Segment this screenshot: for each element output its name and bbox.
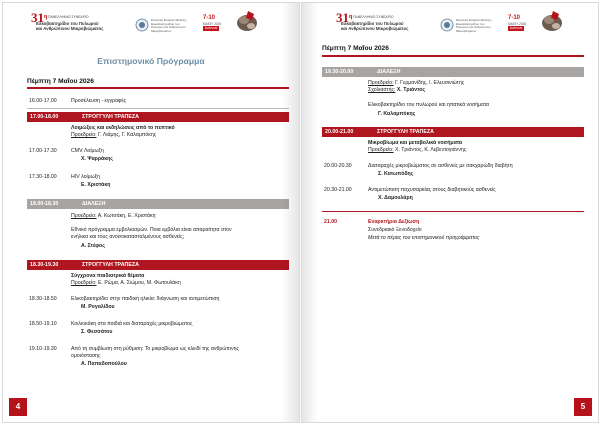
date-badge: 7-10 ΜΑΪΟΥ 2026 Ιωάννινα	[203, 15, 222, 30]
congress-logo-subtitle: ΠΑΝΕΛΛΗΝΙΟ ΣΥΝΕΔΡΙΟ	[353, 15, 394, 19]
row-topic: CMV Λοίμωξη	[71, 148, 104, 154]
session-bar-round-table: 20.00-21.00 ΣΤΡΟΓΓΥΛΗ ΤΡΑΠΕΖΑ	[322, 127, 584, 137]
row-divider	[27, 108, 289, 109]
row-time: 20.00-20.30	[324, 163, 352, 169]
page-header	[302, 7, 598, 37]
congress-title-line1: Ελκοβακτηρίδιο του Πυλωρού	[36, 21, 99, 26]
congress-hero-image	[235, 9, 259, 33]
row-topic-cont: ενήλικα και τους ανοσοκατασταλμένους ασθενείς;	[71, 234, 185, 240]
section-title: Επιστημονικό Πρόγραμμα	[97, 56, 205, 66]
row-speaker: Σ. Κατωπόδης	[378, 171, 414, 177]
session-title: Σύγχρονα παιδιατρικά θέματα	[71, 273, 145, 279]
session-chairs: Προεδρείο: Γ. Λιάμης, Γ. Καλαμπόκης	[71, 132, 157, 138]
congress-logo-subtitle: ΠΑΝΕΛΛΗΝΙΟ ΣΥΝΕΔΡΙΟ	[48, 15, 89, 19]
congress-title-line2: και Ανθρώπινου Μικροβιώματος	[341, 26, 409, 31]
page-number: 5	[574, 398, 592, 416]
row-speaker: Χ. Ψαρράκης	[81, 156, 114, 162]
row-topic: Από τη συμβίωση στη ρύθμιση: Το μικροβίωμα ως κλειδί της ανθρώπινης	[71, 346, 239, 352]
row-divider	[322, 211, 584, 212]
row-topic: Διαταραχές μικροβιώματος σε ασθενείς με σακχαρώδη διαβήτη	[368, 163, 513, 169]
session-bar-lecture: 18.00-18.30 ΔΙΑΛΕΞΗ	[27, 199, 289, 209]
row-speaker: Ε. Χριστάκη	[81, 182, 111, 188]
row-topic: HIV λοίμωξη	[71, 174, 100, 180]
day-title: Πέμπτη 7 Μαΐου 2026	[27, 78, 94, 85]
row-time: 19.10-19.30	[29, 346, 57, 352]
session-commentator: Σχολιαστής: Χ. Τριάντος	[368, 87, 426, 93]
page-header	[3, 7, 299, 37]
session-chairs: Προεδρείο: Α. Κωτσάκη, Ε. Χριστάκη	[71, 213, 156, 219]
day-title: Πέμπτη 7 Μαΐου 2026	[322, 45, 389, 52]
left-page	[2, 2, 300, 423]
row-topic: Εθνικό πρόγραμμα εμβολιασμών. Ποια εμβόλια είναι απαραίτητα στον	[71, 227, 232, 233]
row-topic: Προσέλευση - εγγραφές	[71, 98, 127, 104]
day-divider	[322, 55, 584, 57]
row-time: 18.30-18.50	[29, 296, 57, 302]
row-speaker: Γ. Καλαμπόκης	[378, 111, 416, 117]
congress-hero-image	[540, 9, 564, 33]
society-name: Ελληνική Εταιρεία Μελέτης Ελικοβακτηριδίου του Πυλωρού και Ανθρώπινου Μικροβιώματος	[151, 18, 187, 33]
congress-title-line1: Ελκοβακτηρίδιο του Πυλωρού	[341, 21, 404, 26]
row-topic-cont: ομοιόστασης	[71, 353, 101, 359]
session-chairs: Προεδρείο: Γ. Γερμανίδης, Ι. Ελευσινιώτης	[368, 80, 465, 86]
congress-logo-number: $31^\eta$	[31, 10, 48, 25]
page-number: 4	[9, 398, 27, 416]
congress-logo-number: $31^\eta$	[336, 10, 353, 25]
row-speaker: Μ. Ρογαλίδου	[81, 304, 115, 310]
row-speaker: Σ. Φεσσάτου	[81, 329, 113, 335]
row-time: 16.00-17.00	[29, 98, 57, 104]
row-speaker: Α. Παπαδοπούλου	[81, 361, 127, 367]
date-badge: 7-10 ΜΑΪΟΥ 2026 Ιωάννινα	[508, 15, 527, 30]
row-topic: Αντιμετώπιση παχυσαρκίας στους διαβητικούς ασθενείς	[368, 187, 496, 193]
society-emblem-icon	[440, 18, 454, 32]
session-title: Μικροβίωμα και μεταβολικά νοσήματα	[368, 140, 463, 146]
session-bar-round-table: 18.30-19.30 ΣΤΡΟΓΓΥΛΗ ΤΡΑΠΕΖΑ	[27, 260, 289, 270]
row-time: 20.30-21.00	[324, 187, 352, 193]
row-time: 18.50-19.10	[29, 321, 57, 327]
session-title: Λοιμώξεις και εκδηλώσεις από το πεπτικό	[71, 125, 175, 131]
congress-title-line2: και Ανθρώπινου Μικροβιώματος	[36, 26, 104, 31]
reception-title: Εναρκτήρια Δεξίωση	[368, 219, 420, 225]
society-name: Ελληνική Εταιρεία Μελέτης Ελικοβακτηριδίου του Πυλωρού και Ανθρώπινου Μικροβιώματος	[456, 18, 492, 33]
society-emblem-icon	[135, 18, 149, 32]
row-time: 21.00	[324, 219, 337, 225]
row-topic: Κοιλιοκάκη στα παιδιά και διαταραχές μικροβιώματος	[71, 321, 193, 327]
reception-note: Μετά το πέρας του επιστημονικού προγράμματος	[368, 235, 480, 241]
session-bar-lecture: 19.30-20.00 ΔΙΑΛΕΞΗ	[322, 67, 584, 77]
row-topic: Ελικοβακτηρίδιο του πυλωρού και ηπατικά νοσήματα	[368, 102, 490, 108]
session-bar-round-table: 17.00-18.00 ΣΤΡΟΓΓΥΛΗ ΤΡΑΠΕΖΑ	[27, 112, 289, 122]
right-page	[301, 2, 599, 423]
reception-venue: Συνεδριακό Ξενοδοχείο	[368, 227, 422, 233]
row-speaker: Α. Στέφος	[81, 243, 105, 249]
row-speaker: Χ. Δαμουλάρη	[378, 195, 413, 201]
row-time: 17.00-17.30	[29, 148, 57, 154]
session-chairs: Προεδρείο: Ε. Ρώμα, Α. Σιώμου, Μ. Φωτουλάκη	[71, 280, 181, 286]
row-topic: Ελικοβακτηρίδιο στην παιδική ηλικία: διάγνωση και αντιμετώπιση	[71, 296, 220, 302]
day-divider	[27, 87, 289, 89]
row-time: 17.30-18.00	[29, 174, 57, 180]
session-chairs: Προεδρείο: Χ. Τριάντος, Κ. Λεβεντογιάννης	[368, 147, 467, 153]
